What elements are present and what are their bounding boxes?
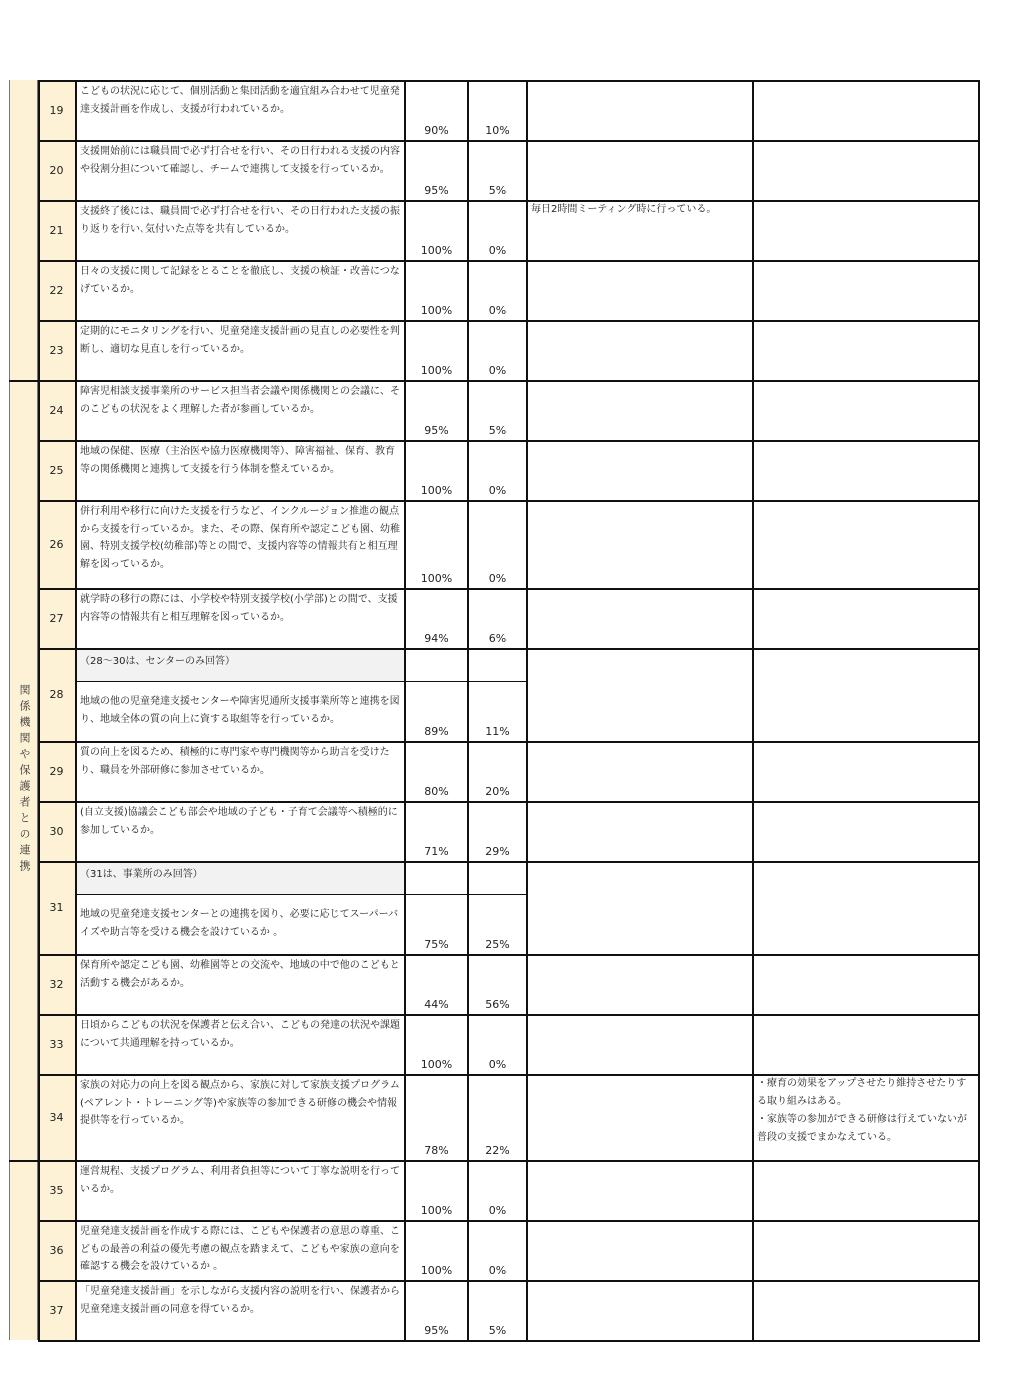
question-text: 地域の保健、医療（主治医や協力医療機関等）、障害福祉、保育、教育等の関係機関と連携して支援を行う体制を整えているか。: [77, 440, 406, 500]
note-yes-blank: [406, 648, 469, 681]
question-text: 障害児相談支援事業所のサービス担当者会議や関係機関との会議に、そのこどもの状況をよく理解した者が参画しているか。: [77, 380, 406, 440]
row-number: 37: [38, 1280, 77, 1340]
question-note: （28～30は、センターのみ回答）: [77, 648, 406, 681]
row-number: 27: [38, 588, 77, 648]
comment-cell[interactable]: [528, 1074, 754, 1160]
no-percent: 25%: [469, 894, 528, 954]
question-text: 就学時の移行の際には、小学校や特別支援学校(小学部)との間で、支援内容等の情報共有と相互理解を図っているか。: [77, 588, 406, 648]
yes-percent: 44%: [406, 954, 469, 1014]
question-text: 日頃からこどもの状況を保護者と伝え合い、こどもの発達の状況や課題について共通理解を持っているか。: [77, 1014, 406, 1074]
improvement-cell[interactable]: [754, 801, 980, 861]
no-percent: 0%: [469, 1014, 528, 1074]
improvement-cell[interactable]: [754, 380, 980, 440]
no-percent: 0%: [469, 500, 528, 588]
no-percent: 5%: [469, 1280, 528, 1340]
no-percent: 0%: [469, 1220, 528, 1280]
note-no-blank: [469, 861, 528, 894]
category-cell: [9, 380, 38, 1160]
comment-cell[interactable]: [528, 741, 754, 801]
comment-cell[interactable]: [528, 260, 754, 320]
category-label: 関係機関や保護者との連携: [18, 684, 31, 876]
no-percent: 0%: [469, 320, 528, 380]
improvement-cell[interactable]: [754, 588, 980, 648]
question-text: 児童発達支援計画を作成する際には、こどもや保護者の意思の尊重、こどもの最善の利益の優先考慮の観点を踏まえて、こどもや家族の意向を確認する機会を設けているか 。: [77, 1220, 406, 1280]
row-number: 28: [38, 648, 77, 741]
improvement-cell[interactable]: [754, 200, 980, 260]
yes-percent: 95%: [406, 140, 469, 200]
comment-cell[interactable]: [528, 648, 754, 741]
question-text: 併行利用や移行に向けた支援を行うなど、インクルージョン推進の観点から支援を行っているか。また、その際、保育所や認定こども園、幼稚園、特別支援学校(幼稚部)等との間で、支援内容等の情報共有と相互理解を図っているか。: [77, 500, 406, 588]
improvement-cell[interactable]: [754, 1014, 980, 1074]
no-percent: 29%: [469, 801, 528, 861]
row-number: 21: [38, 200, 77, 260]
yes-percent: 89%: [406, 681, 469, 741]
row-number: 29: [38, 741, 77, 801]
yes-percent: 78%: [406, 1074, 469, 1160]
comment-cell[interactable]: [528, 954, 754, 1014]
improvement-cell[interactable]: [754, 500, 980, 588]
question-text: 定期的にモニタリングを行い、児童発達支援計画の見直しの必要性を判断し、適切な見直しを行っているか。: [77, 320, 406, 380]
improvement-cell[interactable]: [754, 440, 980, 500]
improvement-cell[interactable]: [754, 320, 980, 380]
note-no-blank: [469, 648, 528, 681]
question-text: 「児童発達支援計画」を示しながら支援内容の説明を行い、保護者から児童発達支援計画の同意を得ているか。: [77, 1280, 406, 1340]
improvement-cell[interactable]: [754, 260, 980, 320]
improvement-cell[interactable]: [754, 1280, 980, 1340]
comment-cell[interactable]: [528, 1160, 754, 1220]
row-number: 32: [38, 954, 77, 1014]
category-cell: [9, 1160, 38, 1340]
comment-cell[interactable]: [528, 1220, 754, 1280]
comment-cell[interactable]: [528, 80, 754, 140]
comment-cell[interactable]: [528, 380, 754, 440]
comment-cell[interactable]: [528, 320, 754, 380]
improvement-cell[interactable]: [754, 1160, 980, 1220]
comment-cell[interactable]: [528, 140, 754, 200]
no-percent: 0%: [469, 440, 528, 500]
row-number: 36: [38, 1220, 77, 1280]
question-note: （31は、事業所のみ回答）: [77, 861, 406, 894]
yes-percent: 100%: [406, 1014, 469, 1074]
no-percent: 6%: [469, 588, 528, 648]
improvement-cell[interactable]: [754, 741, 980, 801]
no-percent: 11%: [469, 681, 528, 741]
no-percent: 56%: [469, 954, 528, 1014]
question-text: 地域の児童発達支援センターとの連携を図り、必要に応じてスーパーバイズや助言等を受ける機会を設けているか 。: [77, 894, 406, 954]
row-number: 25: [38, 440, 77, 500]
no-percent: 0%: [469, 1160, 528, 1220]
no-percent: 0%: [469, 260, 528, 320]
comment-cell[interactable]: [528, 801, 754, 861]
yes-percent: 100%: [406, 1220, 469, 1280]
question-text: 地域の他の児童発達支援センターや障害児通所支援事業所等と連携を図り、地域全体の質の向上に資する取組等を行っているか。: [77, 681, 406, 741]
question-text: 家族の対応力の向上を図る観点から、家族に対して家族支援プログラム(ペアレント・トレーニング等)や家族等の参加できる研修の機会や情報提供等を行っているか。: [77, 1074, 406, 1160]
question-text: 保育所や認定こども園、幼稚園等との交流や、地域の中で他のこどもと活動する機会があるか。: [77, 954, 406, 1014]
comment-cell[interactable]: [528, 588, 754, 648]
category-cell: [9, 80, 38, 380]
improvement-cell[interactable]: [754, 648, 980, 741]
question-text: こどもの状況に応じて、個別活動と集団活動を適宜組み合わせて児童発達支援計画を作成し、支援が行われているか。: [77, 80, 406, 140]
row-number: 31: [38, 861, 77, 954]
yes-percent: 71%: [406, 801, 469, 861]
question-text: (自立支援)協議会こども部会や地域の子ども・子育て会議等へ積極的に参加しているか。: [77, 801, 406, 861]
no-percent: 0%: [469, 200, 528, 260]
row-number: 34: [38, 1074, 77, 1160]
improvement-cell[interactable]: [754, 954, 980, 1014]
yes-percent: 100%: [406, 260, 469, 320]
question-text: 運営規程、支援プログラム、利用者負担等について丁寧な説明を行っているか。: [77, 1160, 406, 1220]
row-number: 22: [38, 260, 77, 320]
row-number: 19: [38, 80, 77, 140]
yes-percent: 100%: [406, 320, 469, 380]
improvement-cell[interactable]: [754, 861, 980, 954]
yes-percent: 100%: [406, 440, 469, 500]
no-percent: 22%: [469, 1074, 528, 1160]
improvement-cell[interactable]: [754, 80, 980, 140]
improvement-cell[interactable]: [754, 1220, 980, 1280]
yes-percent: 100%: [406, 1160, 469, 1220]
row-number: 35: [38, 1160, 77, 1220]
row-number: 24: [38, 380, 77, 440]
no-percent: 5%: [469, 140, 528, 200]
row-number: 20: [38, 140, 77, 200]
yes-percent: 95%: [406, 380, 469, 440]
yes-percent: 90%: [406, 80, 469, 140]
note-yes-blank: [406, 861, 469, 894]
yes-percent: 75%: [406, 894, 469, 954]
comment-cell[interactable]: [528, 1014, 754, 1074]
improvement-cell[interactable]: [754, 140, 980, 200]
comment-cell[interactable]: 毎日2時間ミーティング時に行っている。: [528, 200, 754, 260]
row-number: 26: [38, 500, 77, 588]
comment-cell[interactable]: [528, 440, 754, 500]
yes-percent: 100%: [406, 500, 469, 588]
row-number: 23: [38, 320, 77, 380]
yes-percent: 94%: [406, 588, 469, 648]
question-text: 日々の支援に関して記録をとることを徹底し、支援の検証・改善につなげているか。: [77, 260, 406, 320]
row-number: 33: [38, 1014, 77, 1074]
yes-percent: 95%: [406, 1280, 469, 1340]
question-text: 質の向上を図るため、積極的に専門家や専門機関等から助言を受けたり、職員を外部研修に参加させているか。: [77, 741, 406, 801]
no-percent: 20%: [469, 741, 528, 801]
question-text: 支援開始前には職員間で必ず打合せを行い、その日行われる支援の内容や役割分担について確認し、チームで連携して支援を行っているか。: [77, 140, 406, 200]
comment-cell[interactable]: [528, 500, 754, 588]
comment-cell[interactable]: [528, 1280, 754, 1340]
no-percent: 5%: [469, 380, 528, 440]
row-number: 30: [38, 801, 77, 861]
comment-cell[interactable]: [528, 861, 754, 954]
question-text: 支援終了後には、職員間で必ず打合せを行い、その日行われた支援の振り返りを行い､気付いた点等を共有しているか。: [77, 200, 406, 260]
no-percent: 10%: [469, 80, 528, 140]
improvement-cell[interactable]: ・療育の効果をアップさせたり維持させたりする取り組みはある。 ・家族等の参加ができる研修は行えていないが普段の支援でまかなえている。: [754, 1074, 980, 1160]
yes-percent: 80%: [406, 741, 469, 801]
yes-percent: 100%: [406, 200, 469, 260]
